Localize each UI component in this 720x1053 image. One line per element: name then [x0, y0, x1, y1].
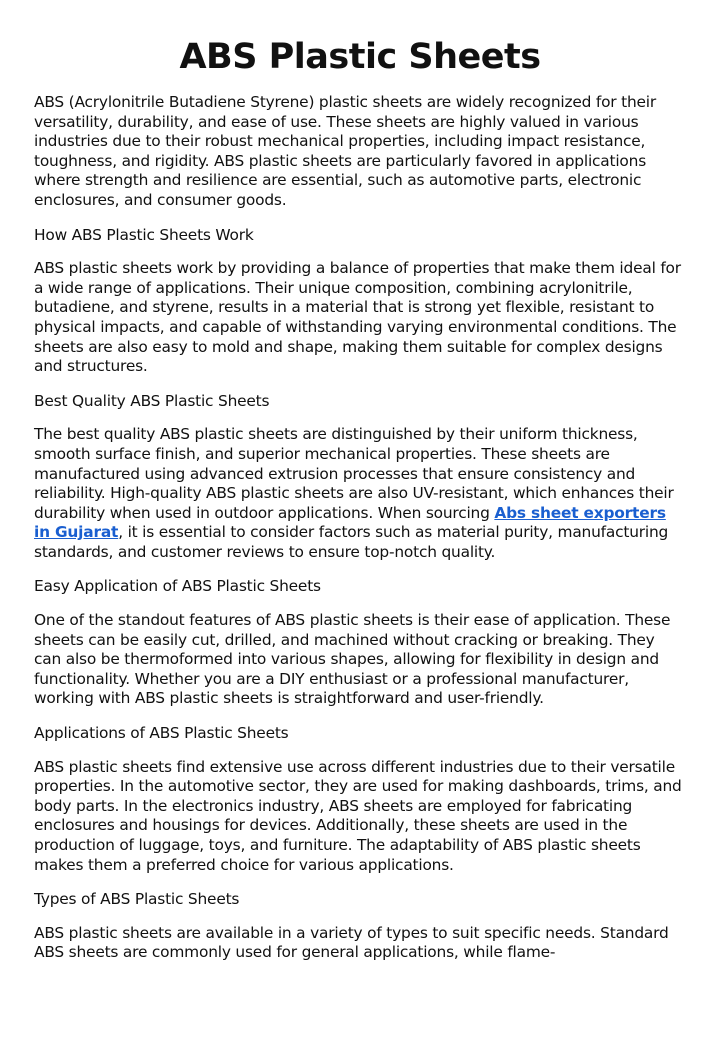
quality-text-before: The best quality ABS plastic sheets are distinguished by their uniform thickness, smooth surface finish, and superior mechanical properties. These sheets are manufactured using advanced extrusion processes that ensure consistency and reliability. High-quality ABS plastic sheets are also UV-resistant, which enhances their durability when used in outdoor applications. When sourcing [34, 425, 674, 522]
section-body-easy: One of the standout features of ABS plastic sheets is their ease of application. These sheets can be easily cut, drilled, and machined without cracking or breaking. They can also be thermoformed into various shapes, allowing for flexibility in design and functionality. Whether you are a DIY enthusiast or a professional manufacturer, working with ABS plastic sheets is straightforward and user-friendly. [34, 611, 671, 708]
section-body-applications: ABS plastic sheets find extensive use across different industries due to their versatile properties. In the automotive sector, they are used for making dashboards, trims, and body parts. In the electronics industry, ABS sheets are employed for fabricating enclosures and housings for devices. Additionally, these sheets are used in the production of luggage, toys, and furniture. The adaptability of ABS plastic sheets makes them a preferred choice for various applications. [34, 757, 682, 874]
abs-sheet-exporters-link[interactable]: Abs sheet exporters in Gujarat [34, 503, 666, 542]
section-heading-applications: Applications of ABS Plastic Sheets [34, 724, 289, 743]
intro-paragraph: ABS (Acrylonitrile Butadiene Styrene) plastic sheets are widely recognized for their versatility, durability, and ease of use. These sheets are highly valued in various industries due to their robust mechanical properties, including impact resistance, toughness, and rigidity. ABS plastic sheets are particularly favored in applications where strength and resilience are essential, such as automotive parts, electronic enclosures, and consumer goods. [34, 93, 656, 209]
section-heading-easy: Easy Application of ABS Plastic Sheets [34, 577, 321, 596]
page-title: ABS Plastic Sheets [179, 37, 541, 77]
section-heading-types: Types of ABS Plastic Sheets [34, 890, 240, 909]
section-body-quality [34, 425, 686, 562]
section-heading-quality: Best Quality ABS Plastic Sheets [34, 391, 270, 410]
quality-text-after: , it is essential to consider factors such as material purity, manufacturing standards, and customer reviews to ensure top-notch quality. [34, 523, 669, 561]
section-body-types: ABS plastic sheets are available in a variety of types to suit specific needs. Standard ABS sheets are commonly used for general applications, while flame- [34, 923, 669, 962]
section-body-how: ABS plastic sheets work by providing a balance of properties that make them ideal for a wide range of applications. Their unique composition, combining acrylonitrile, butadiene, and styrene, results in a material that is strong yet flexible, resistant to physical impacts, and capable of withstanding varying environmental conditions. The sheets are also easy to mold and shape, making them suitable for complex designs and structures. [34, 259, 681, 376]
section-heading-how: How ABS Plastic Sheets Work [34, 225, 254, 244]
document-page [0, 36, 720, 1053]
